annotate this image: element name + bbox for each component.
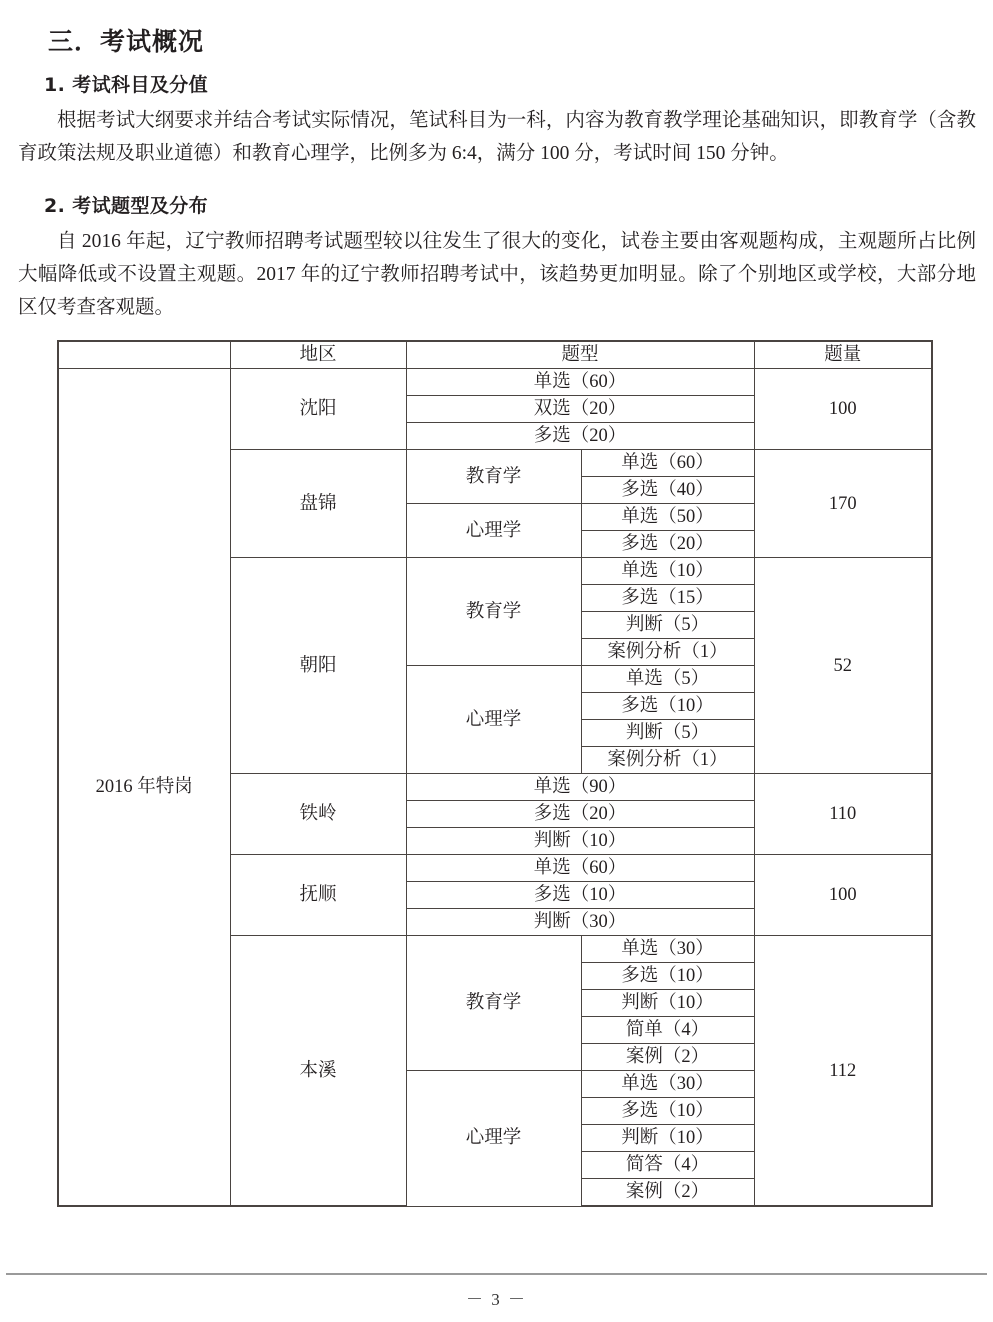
table-cell-type: 单选（90）: [406, 774, 754, 801]
table-cell-type: 单选（30）: [581, 1071, 754, 1098]
table-header-row: [58, 341, 932, 369]
table-cell-type: 简答（4）: [581, 1152, 754, 1179]
table-cell-type: 案例分析（1）: [581, 639, 754, 666]
table-cell-area: 朝阳: [230, 558, 406, 774]
table-cell-type: 单选（60）: [406, 369, 754, 396]
table-cell-subject: 教育学: [406, 936, 581, 1071]
footer-page-number: － 3 －: [466, 1290, 527, 1309]
header-cell-area: 地区: [230, 341, 406, 369]
table-cell-type: 判断（5）: [581, 612, 754, 639]
table-cell-count: 110: [754, 774, 932, 855]
table-cell-type: 判断（10）: [581, 1125, 754, 1152]
header-cell-count: 题量: [754, 341, 932, 369]
section-paragraph-2: 自 2016 年起，辽宁教师招聘考试题型较以往发生了很大的变化，试卷主要由客观题构成，主观题所占比例大幅降低或不设置主观题。2017 年的辽宁教师招聘考试中，该趋势更加明显。除了个别地区或学校，大部分地区仅考查客观题。: [18, 231, 976, 318]
table-cell-type: 多选（20）: [406, 801, 754, 828]
table-cell-area: 抚顺: [230, 855, 406, 936]
table-cell-type: 判断（5）: [581, 720, 754, 747]
table-cell-type: 单选（10）: [581, 558, 754, 585]
table-cell-subject: 教育学: [406, 450, 581, 504]
table-cell-type: 双选（20）: [406, 396, 754, 423]
table-cell-era-label: 2016 年特岗: [58, 369, 230, 1207]
footer-divider: [6, 1273, 987, 1275]
table-cell-type: 多选（10）: [406, 882, 754, 909]
section-heading-1: 1. 考试科目及分值: [44, 74, 209, 96]
header-cell-type: 题型: [406, 341, 754, 369]
table-cell-type: 判断（30）: [406, 909, 754, 936]
table-cell-type: 单选（60）: [581, 450, 754, 477]
table-cell-type: 多选（10）: [581, 1098, 754, 1125]
table-cell-area: 铁岭: [230, 774, 406, 855]
table-cell-type: 多选（15）: [581, 585, 754, 612]
table-cell-type: 案例分析（1）: [581, 747, 754, 774]
table-cell-type: 单选（30）: [581, 936, 754, 963]
table-cell-type: 多选（10）: [581, 693, 754, 720]
table-cell-type: 多选（20）: [406, 423, 754, 450]
table-cell-type: 多选（40）: [581, 477, 754, 504]
table-cell-count: 100: [754, 369, 932, 450]
table-cell-type: 单选（60）: [406, 855, 754, 882]
exam-distribution-table-wrapper: [57, 340, 931, 1207]
table-cell-type: 判断（10）: [406, 828, 754, 855]
table-cell-subject: 心理学: [406, 1071, 581, 1207]
table-cell-count: 170: [754, 450, 932, 558]
table-cell-area: 沈阳: [230, 369, 406, 450]
header-cell-era: [58, 341, 230, 369]
table-cell-type: 单选（50）: [581, 504, 754, 531]
section-paragraph-1: 根据考试大纲要求并结合考试实际情况，笔试科目为一科，内容为教育教学理论基础知识，即教育学（含教育政策法规及职业道德）和教育心理学，比例多为 6:4，满分 100 分，考试时间 150 分钟。: [18, 110, 976, 164]
table-cell-area: 盘锦: [230, 450, 406, 558]
table-row: [58, 369, 932, 396]
table-cell-count: 112: [754, 936, 932, 1207]
table-cell-count: 100: [754, 855, 932, 936]
table-cell-type: 判断（10）: [581, 990, 754, 1017]
table-cell-type: 案例（2）: [581, 1044, 754, 1071]
table-cell-area: 本溪: [230, 936, 406, 1207]
section-heading-2: 2. 考试题型及分布: [44, 195, 209, 217]
table-cell-type: 单选（5）: [581, 666, 754, 693]
table-cell-type: 案例（2）: [581, 1179, 754, 1207]
table-cell-subject: 心理学: [406, 666, 581, 774]
table-cell-subject: 教育学: [406, 558, 581, 666]
table-cell-subject: 心理学: [406, 504, 581, 558]
table-cell-type: 多选（20）: [581, 531, 754, 558]
exam-distribution-table: [57, 340, 933, 1207]
table-cell-type: 多选（10）: [581, 963, 754, 990]
table-cell-count: 52: [754, 558, 932, 774]
table-cell-type: 简单（4）: [581, 1017, 754, 1044]
page-title: 三．考试概况: [48, 27, 205, 56]
